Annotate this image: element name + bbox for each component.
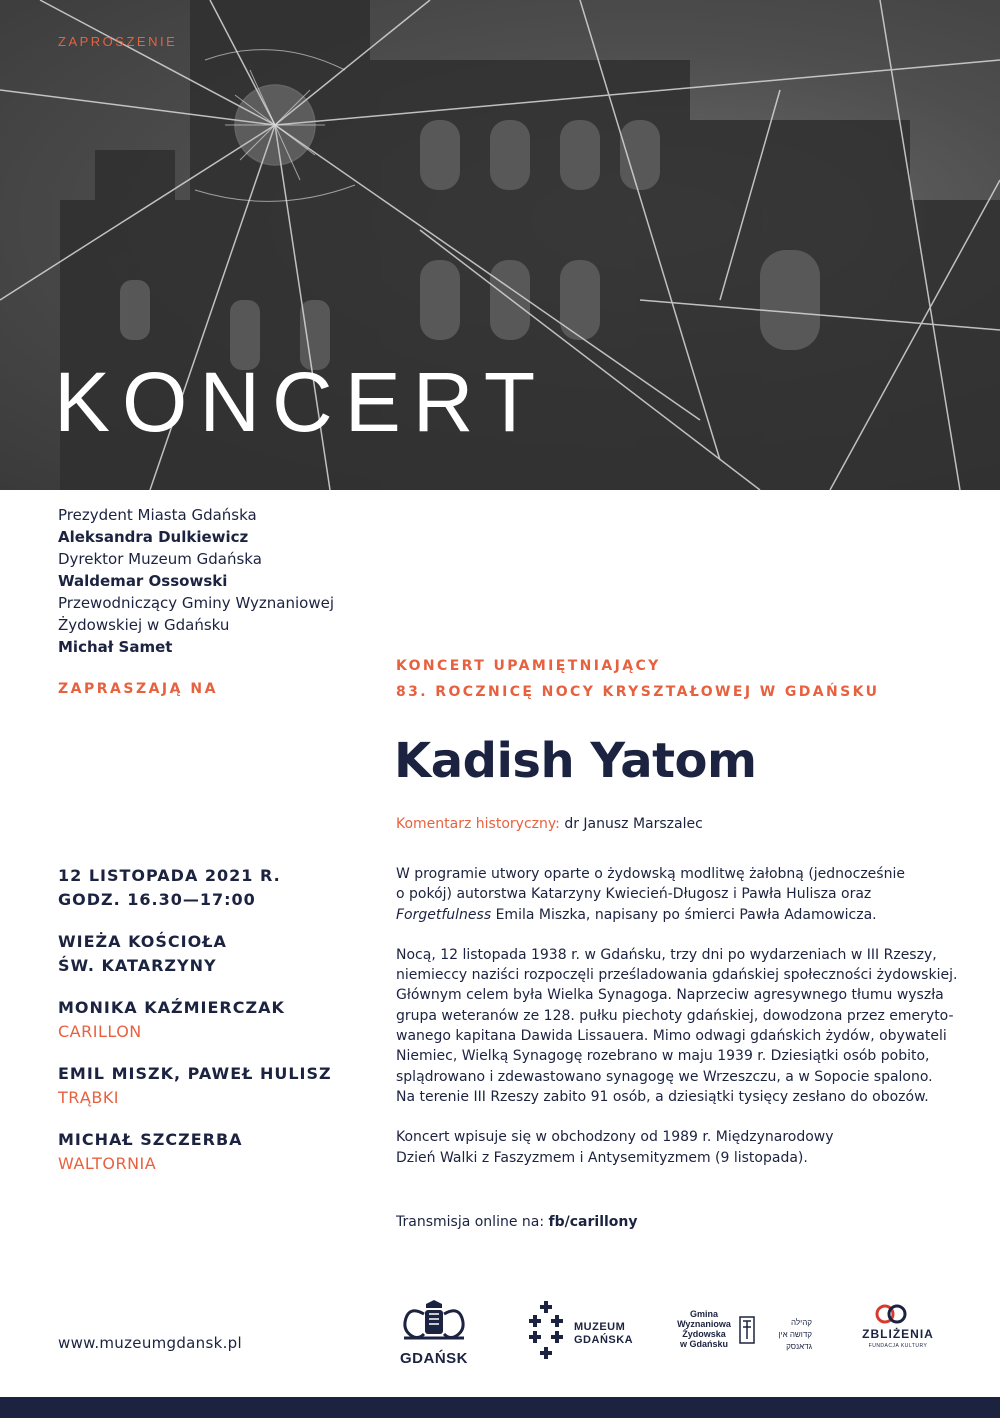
gdansk-logo-text: GDAŃSK xyxy=(399,1350,468,1367)
host-line: Dyrektor Muzeum Gdańska xyxy=(58,550,262,568)
event-date: 12 LISTOPADA 2021 R. xyxy=(58,866,281,885)
performer-name: EMIL MISZK, PAWEŁ HULISZ xyxy=(58,1064,332,1083)
venue xyxy=(58,930,332,978)
hero-banner xyxy=(0,0,1000,490)
text-line: grupa weteranów ze 128. pułku piechoty gdańskiej, dowodzona przez emeryto- xyxy=(396,1007,954,1024)
host-line: Żydowskiej w Gdańsku xyxy=(58,616,230,634)
commentary-value: dr Janusz Marszalec xyxy=(564,816,703,832)
commentary-label: Komentarz historyczny: xyxy=(396,816,560,832)
crosses-icon xyxy=(528,1301,568,1361)
date-time xyxy=(58,864,332,912)
text-line xyxy=(396,905,956,925)
text-line: Niemiec, Wielką Synagogę rozebrano w maju 1939 r. Dziesiątki osób pobito, xyxy=(396,1048,930,1065)
hebrew-line: קדושה אין גדאנסק xyxy=(778,1330,812,1351)
performer-role: CARILLON xyxy=(58,1022,142,1041)
transmission-label: Transmisja online na: xyxy=(396,1214,549,1230)
text-line: splądrowano i zdewastowano synagogę we Wrzeszczu, a w Sopocie spalono. xyxy=(396,1068,933,1085)
performer xyxy=(58,996,332,1044)
gmina-logo-text xyxy=(672,1309,736,1349)
muzeum-logo-text xyxy=(574,1321,633,1347)
hebrew-line: קהילה xyxy=(790,1318,812,1327)
performer xyxy=(58,1128,332,1176)
hero-title: KONCERT xyxy=(54,355,548,449)
venue-line: ŚW. KATARZYNY xyxy=(58,956,217,975)
subheading-line: KONCERT UPAMIĘTNIAJĄCY xyxy=(396,658,661,674)
host-name: Aleksandra Dulkiewicz xyxy=(58,528,249,546)
rings-icon xyxy=(872,1303,912,1325)
text-line: wanego kapitana Dawida Lissauera. Mimo odwagi gdańskich żydów, obywateli xyxy=(396,1028,947,1045)
gmina-wyznaniowa-logo xyxy=(672,1309,812,1353)
gmina-logo-line: w Gdańsku xyxy=(679,1339,728,1349)
text-line: Dzień Walki z Faszyzmem i Antysemityzmem (9 listopada). xyxy=(396,1149,808,1166)
performer-role: TRĄBKI xyxy=(58,1088,120,1107)
zblizenia-logo-text: ZBLIŻENIA xyxy=(862,1327,934,1341)
gmina-hebrew-text xyxy=(758,1317,812,1353)
gmina-logo-line: Żydowska xyxy=(682,1329,726,1339)
text-fragment: Emila Miszka, napisany po śmierci Pawła Adamowicza. xyxy=(491,906,877,923)
context-paragraph xyxy=(396,1127,956,1168)
text-line: Głównym celem była Wielka Synagoga. Naprzeciw agresywnego tłumu wyszła xyxy=(396,987,944,1004)
subheading-line: 83. ROCZNICĘ NOCY KRYSZTAŁOWEJ W GDAŃSKU xyxy=(396,684,880,700)
zblizenia-logo xyxy=(858,1303,938,1355)
gdansk-logo xyxy=(398,1300,470,1367)
transmission-info xyxy=(396,1214,638,1230)
history-paragraph xyxy=(396,945,956,1107)
text-line: niemieccy naziści rozpoczęli prześladowania gdańskiej społeczności żydowskiej. xyxy=(396,967,958,984)
work-title: Forgetfulness xyxy=(396,906,492,923)
text-line: W programie utwory oparte o żydowską modlitwę żałobną (jednocześnie xyxy=(396,866,905,882)
host-line: Prezydent Miasta Gdańska xyxy=(58,506,257,524)
zblizenia-logo-subtext: FUNDACJA KULTURY xyxy=(868,1343,928,1349)
muzeum-gdanska-logo xyxy=(528,1301,638,1361)
commentary xyxy=(396,816,703,832)
invitation-label: ZAPROSZENIE xyxy=(58,34,178,49)
gdansk-coat-of-arms-icon xyxy=(398,1300,470,1342)
performer xyxy=(58,1062,332,1110)
performer-name: MONIKA KAŹMIERCZAK xyxy=(58,998,285,1017)
event-subheading xyxy=(396,653,879,705)
invite-label: ZAPRASZAJĄ NA xyxy=(58,681,218,697)
transmission-link[interactable]: fb/carillony xyxy=(548,1214,638,1230)
host-line: Przewodniczący Gminy Wyznaniowej xyxy=(58,594,334,612)
hosts-list xyxy=(58,504,334,658)
performer-role: WALTORNIA xyxy=(58,1154,157,1173)
description-paragraph xyxy=(396,864,956,925)
event-details xyxy=(58,864,332,1194)
gmina-logo-line: Gmina xyxy=(689,1309,718,1319)
performer-name: MICHAŁ SZCZERBA xyxy=(58,1130,243,1149)
host-name: Michał Samet xyxy=(58,638,173,656)
text-line: Na terenie III Rzeszy zabito 91 osób, a dziesiątki tysięcy zesłano do obozów. xyxy=(396,1088,929,1105)
muzeum-logo-line: GDAŃSKA xyxy=(574,1334,634,1346)
gmina-logo-line: Wyznaniowa xyxy=(677,1319,731,1329)
menorah-icon xyxy=(738,1315,756,1345)
footer-bar xyxy=(0,1397,1000,1418)
text-line: Koncert wpisuje się w obchodzony od 1989 r. Międzynarodowy xyxy=(396,1129,834,1146)
venue-line: WIEŻA KOŚCIOŁA xyxy=(58,932,227,951)
host-name: Waldemar Ossowski xyxy=(58,572,228,590)
event-description xyxy=(396,864,956,1188)
website-link[interactable]: www.muzeumgdansk.pl xyxy=(58,1334,242,1352)
text-line: Nocą, 12 listopada 1938 r. w Gdańsku, trzy dni po wydarzeniach w III Rzeszy, xyxy=(396,946,937,963)
muzeum-logo-line: MUZEUM xyxy=(574,1321,626,1333)
event-time: GODZ. 16.30—17:00 xyxy=(58,890,256,909)
text-line: o pokój) autorstwa Katarzyny Kwiecień-Długosz i Pawła Hulisza oraz xyxy=(396,886,872,903)
event-title: Kadish Yatom xyxy=(394,733,757,789)
